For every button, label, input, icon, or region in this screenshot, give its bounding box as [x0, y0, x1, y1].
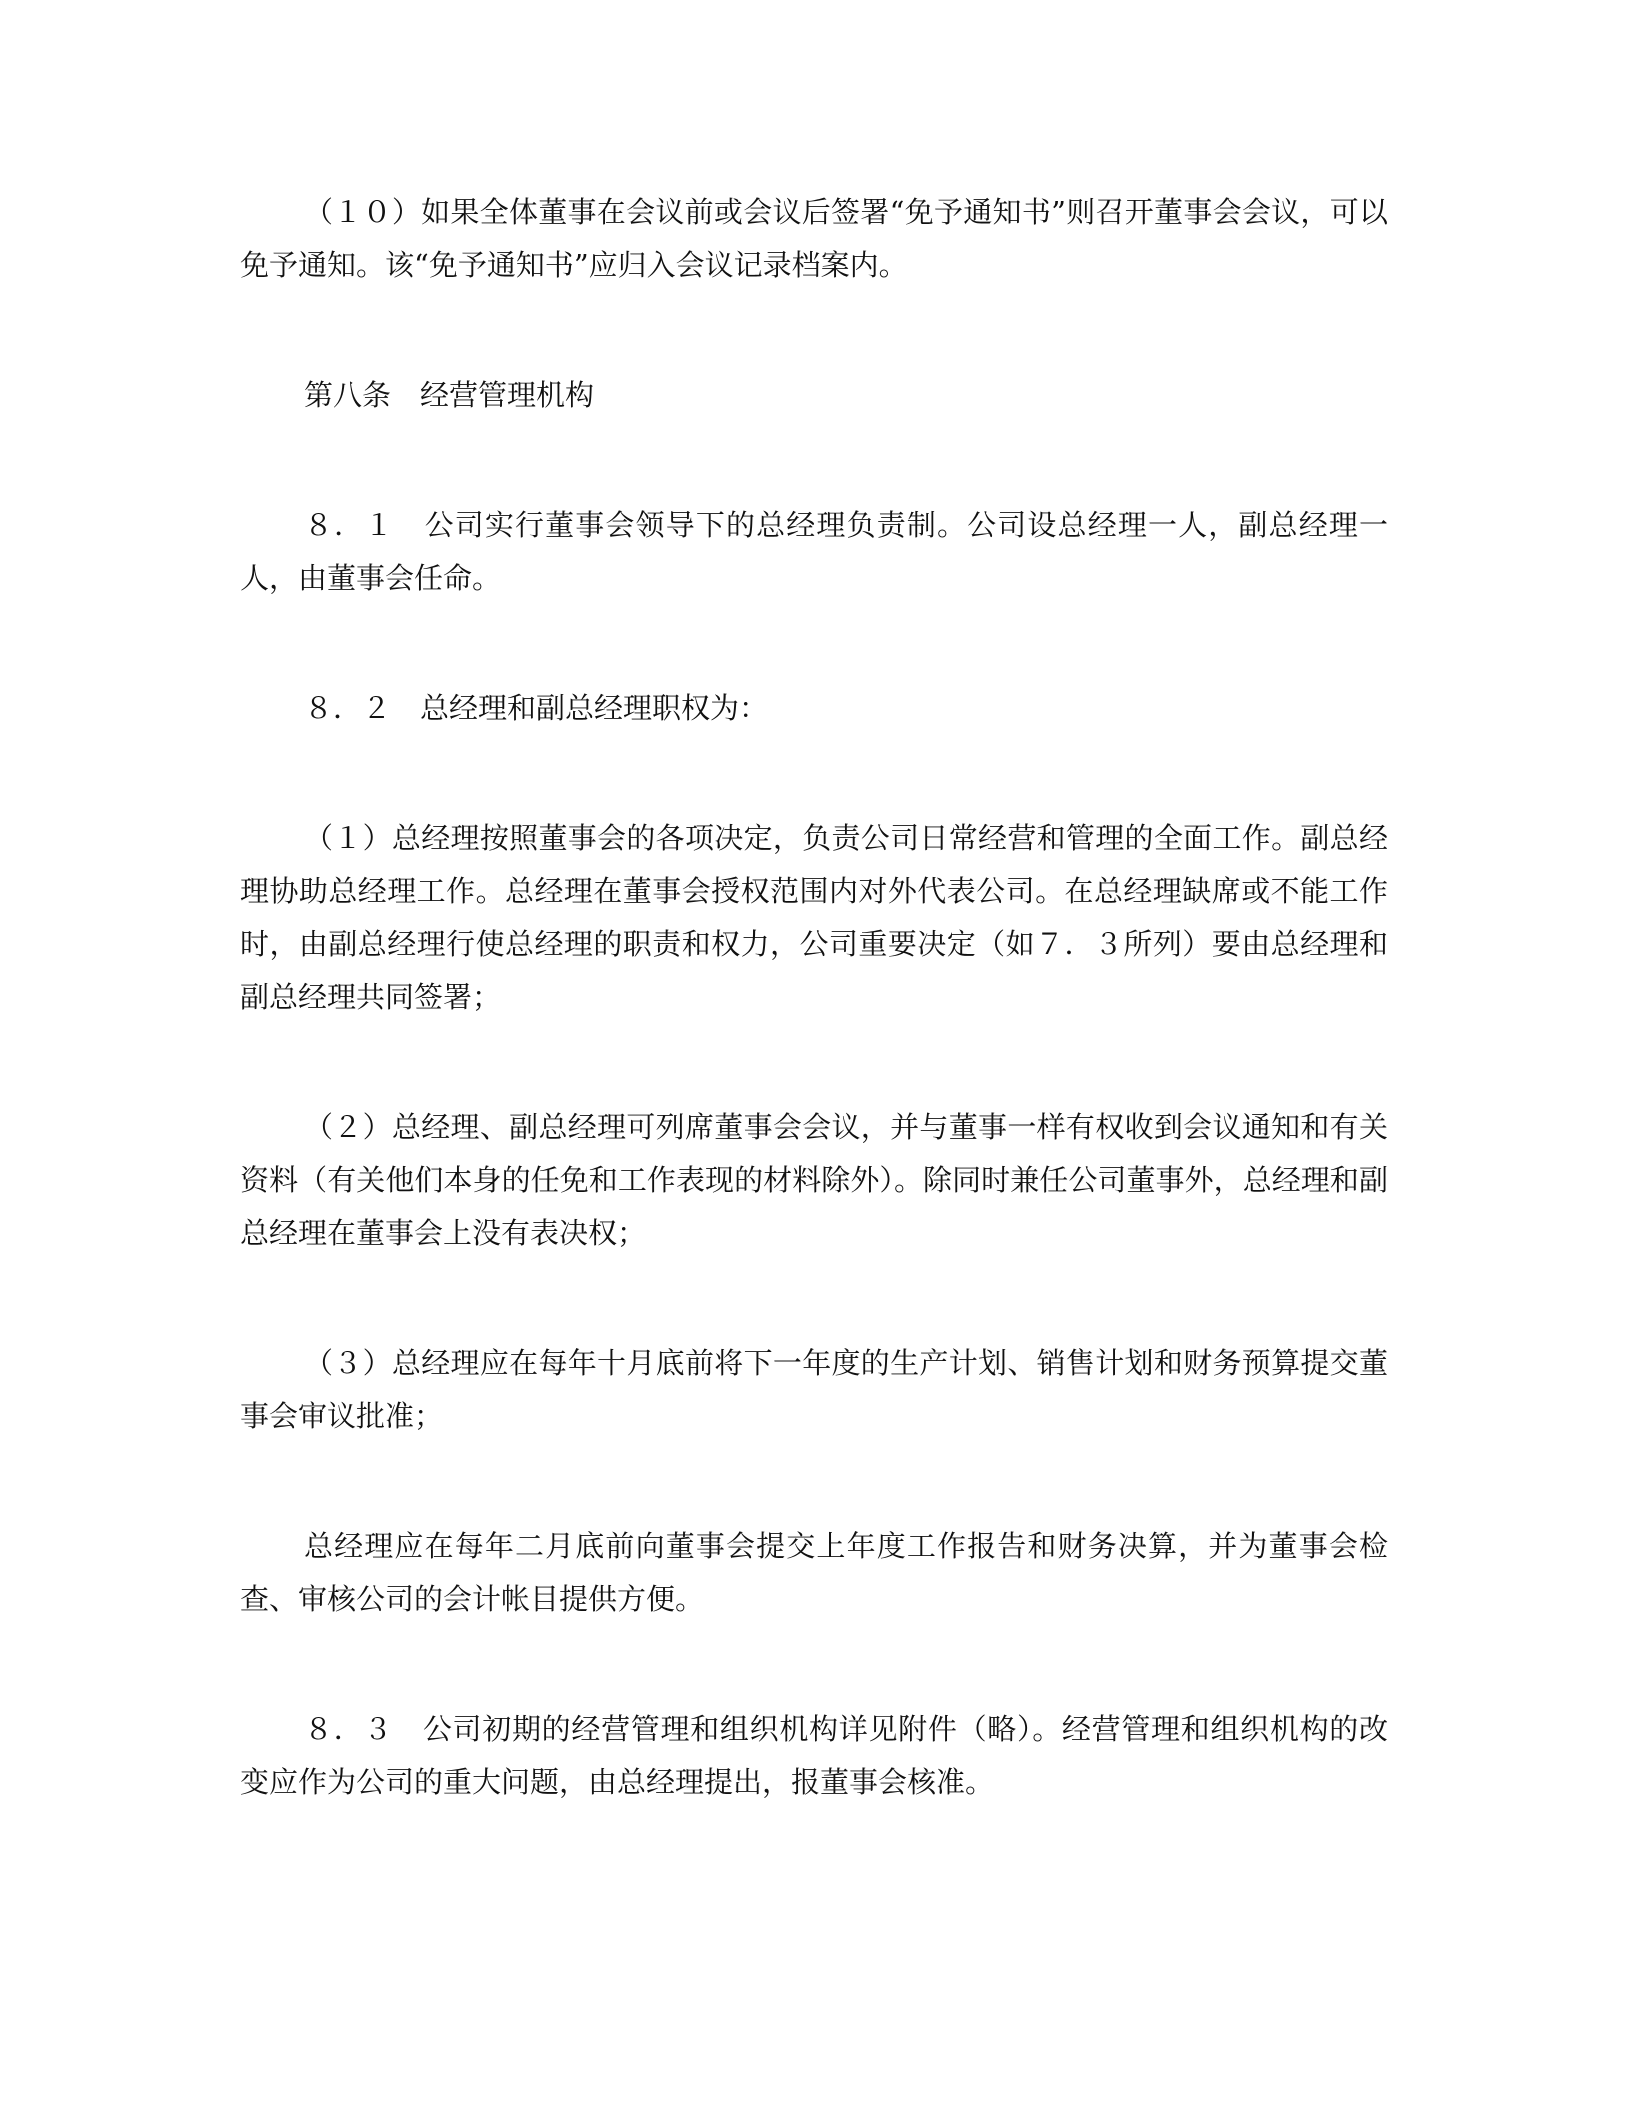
paragraph-8-2-item-3: （３）总经理应在每年十月底前将下一年度的生产计划、销售计划和财务预算提交董事会审议批准； [240, 1346, 1388, 1433]
paragraph-annual-report: 总经理应在每年二月底前向董事会提交上年度工作报告和财务决算，并为董事会检查、审核公司的会计帐目提供方便。 [240, 1529, 1388, 1616]
document-body [240, 186, 1388, 1809]
paragraph-8-3: ８．３ 公司初期的经营管理和组织机构详见附件（略）。经营管理和组织机构的改变应作为公司的重大问题，由总经理提出，报董事会核准。 [240, 1712, 1388, 1799]
paragraph-notice-waiver: （１０）如果全体董事在会议前或会议后签署“免予通知书”则召开董事会会议，可以免予通知。该“免予通知书”应归入会议记录档案内。 [240, 195, 1388, 282]
paragraph-8-2: ８．２ 总经理和副总经理职权为： [304, 691, 769, 725]
paragraph-8-2-item-1: （１）总经理按照董事会的各项决定，负责公司日常经营和管理的全面工作。副总经理协助总经理工作。总经理在董事会授权范围内对外代表公司。在总经理缺席或不能工作时，由副总经理行使总经理的职责和权力，公司重要决定（如７．３所列）要由总经理和副总经理共同签署； [240, 821, 1388, 1014]
article-eight-heading: 第八条 经营管理机构 [304, 378, 595, 412]
paragraph-8-2-item-2: （２）总经理、副总经理可列席董事会会议，并与董事一样有权收到会议通知和有关资料（有关他们本身的任免和工作表现的材料除外）。除同时兼任公司董事外，总经理和副总经理在董事会上没有表决权； [240, 1110, 1388, 1250]
paragraph-8-1: ８．１ 公司实行董事会领导下的总经理负责制。公司设总经理一人，副总经理一人，由董事会任命。 [240, 508, 1388, 595]
